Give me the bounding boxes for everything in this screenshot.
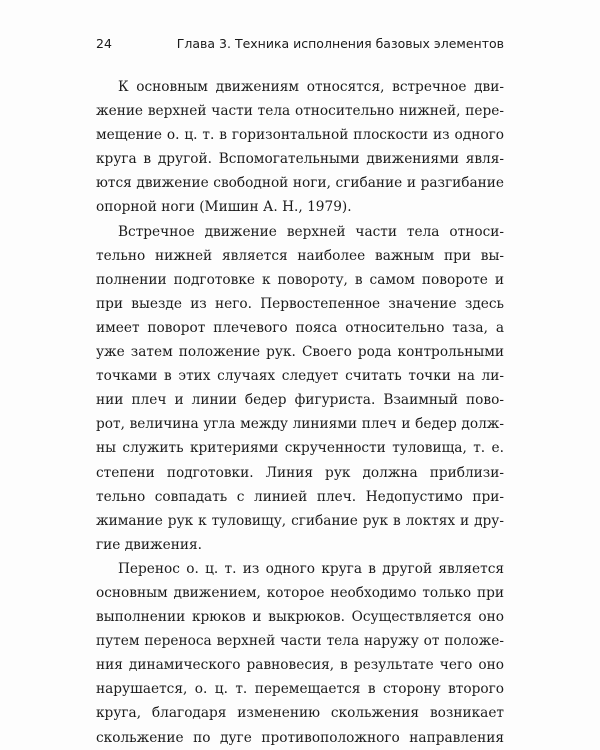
text-line: основным движением, которое необходимо только при (96, 584, 504, 601)
text-line: скольжение по дуге противоположного направления (96, 729, 504, 746)
text-line: уже затем положение рук. Своего рода контрольными (96, 344, 504, 361)
text-line: жение верхней части тела относительно нижней, пере- (96, 103, 504, 120)
text-line: выполнении крюков и выкрюков. Осуществляется оно (96, 609, 504, 626)
text-line: мещение о. ц. т. в горизонтальной плоскости из одного (96, 127, 504, 144)
text-line: нарушается, о. ц. т. перемещается в сторону второго (96, 681, 504, 698)
body-text (96, 75, 504, 750)
text-line: опорной ноги (Мишин А. Н., 1979). (96, 199, 352, 216)
paragraph-2 (96, 220, 504, 557)
paragraph-3 (96, 557, 504, 750)
text-line: тельно нижней является наиболее важным при вы- (96, 247, 504, 264)
text-line: точками в этих случаях следует считать точки на ли- (96, 368, 504, 385)
text-line: гие движения. (96, 536, 202, 553)
text-line: круга в другой. Вспомогательными движениями явля- (96, 151, 504, 168)
text-line: круга, благодаря изменению скольжения возникает (96, 705, 504, 722)
page-number: 24 (96, 36, 112, 51)
text-line: ния динамического равновесия, в результате чего оно (96, 657, 504, 674)
text-line: полнении подготовке к повороту, в самом повороте и (96, 271, 504, 288)
running-header (96, 34, 504, 54)
text-line: степени подготовки. Линия рук должна приблизи- (96, 464, 504, 481)
text-line: Встречное движение верхней части тела относи- (118, 223, 504, 240)
text-line: путем переноса верхней части тела наружу от положе- (96, 633, 504, 650)
text-line: нии плеч и линии бедер фигуриста. Взаимный пово- (96, 392, 504, 409)
text-line: жимание рук к туловищу, сгибание рук в локтях и дру- (96, 512, 504, 529)
text-line: ются движение свободной ноги, сгибание и разгибание (96, 175, 504, 192)
paragraph-1 (96, 75, 504, 220)
text-line: К основным движениям относятся, встречное дви- (118, 79, 504, 95)
text-line: Перенос о. ц. т. из одного круга в другой является (118, 560, 504, 577)
text-line: рот, величина угла между линиями плеч и бедер долж- (96, 416, 504, 433)
chapter-title: Глава 3. Техника исполнения базовых элементов (176, 36, 504, 51)
text-line: тельно совпадать с линией плеч. Недопустимо при- (96, 488, 504, 505)
text-line: при выезде из него. Первостепенное значение здесь (96, 295, 504, 312)
text-line: имеет поворот плечевого пояса относительно таза, а (96, 319, 504, 336)
text-line: ны служить критериями скрученности туловища, т. е. (96, 440, 504, 457)
